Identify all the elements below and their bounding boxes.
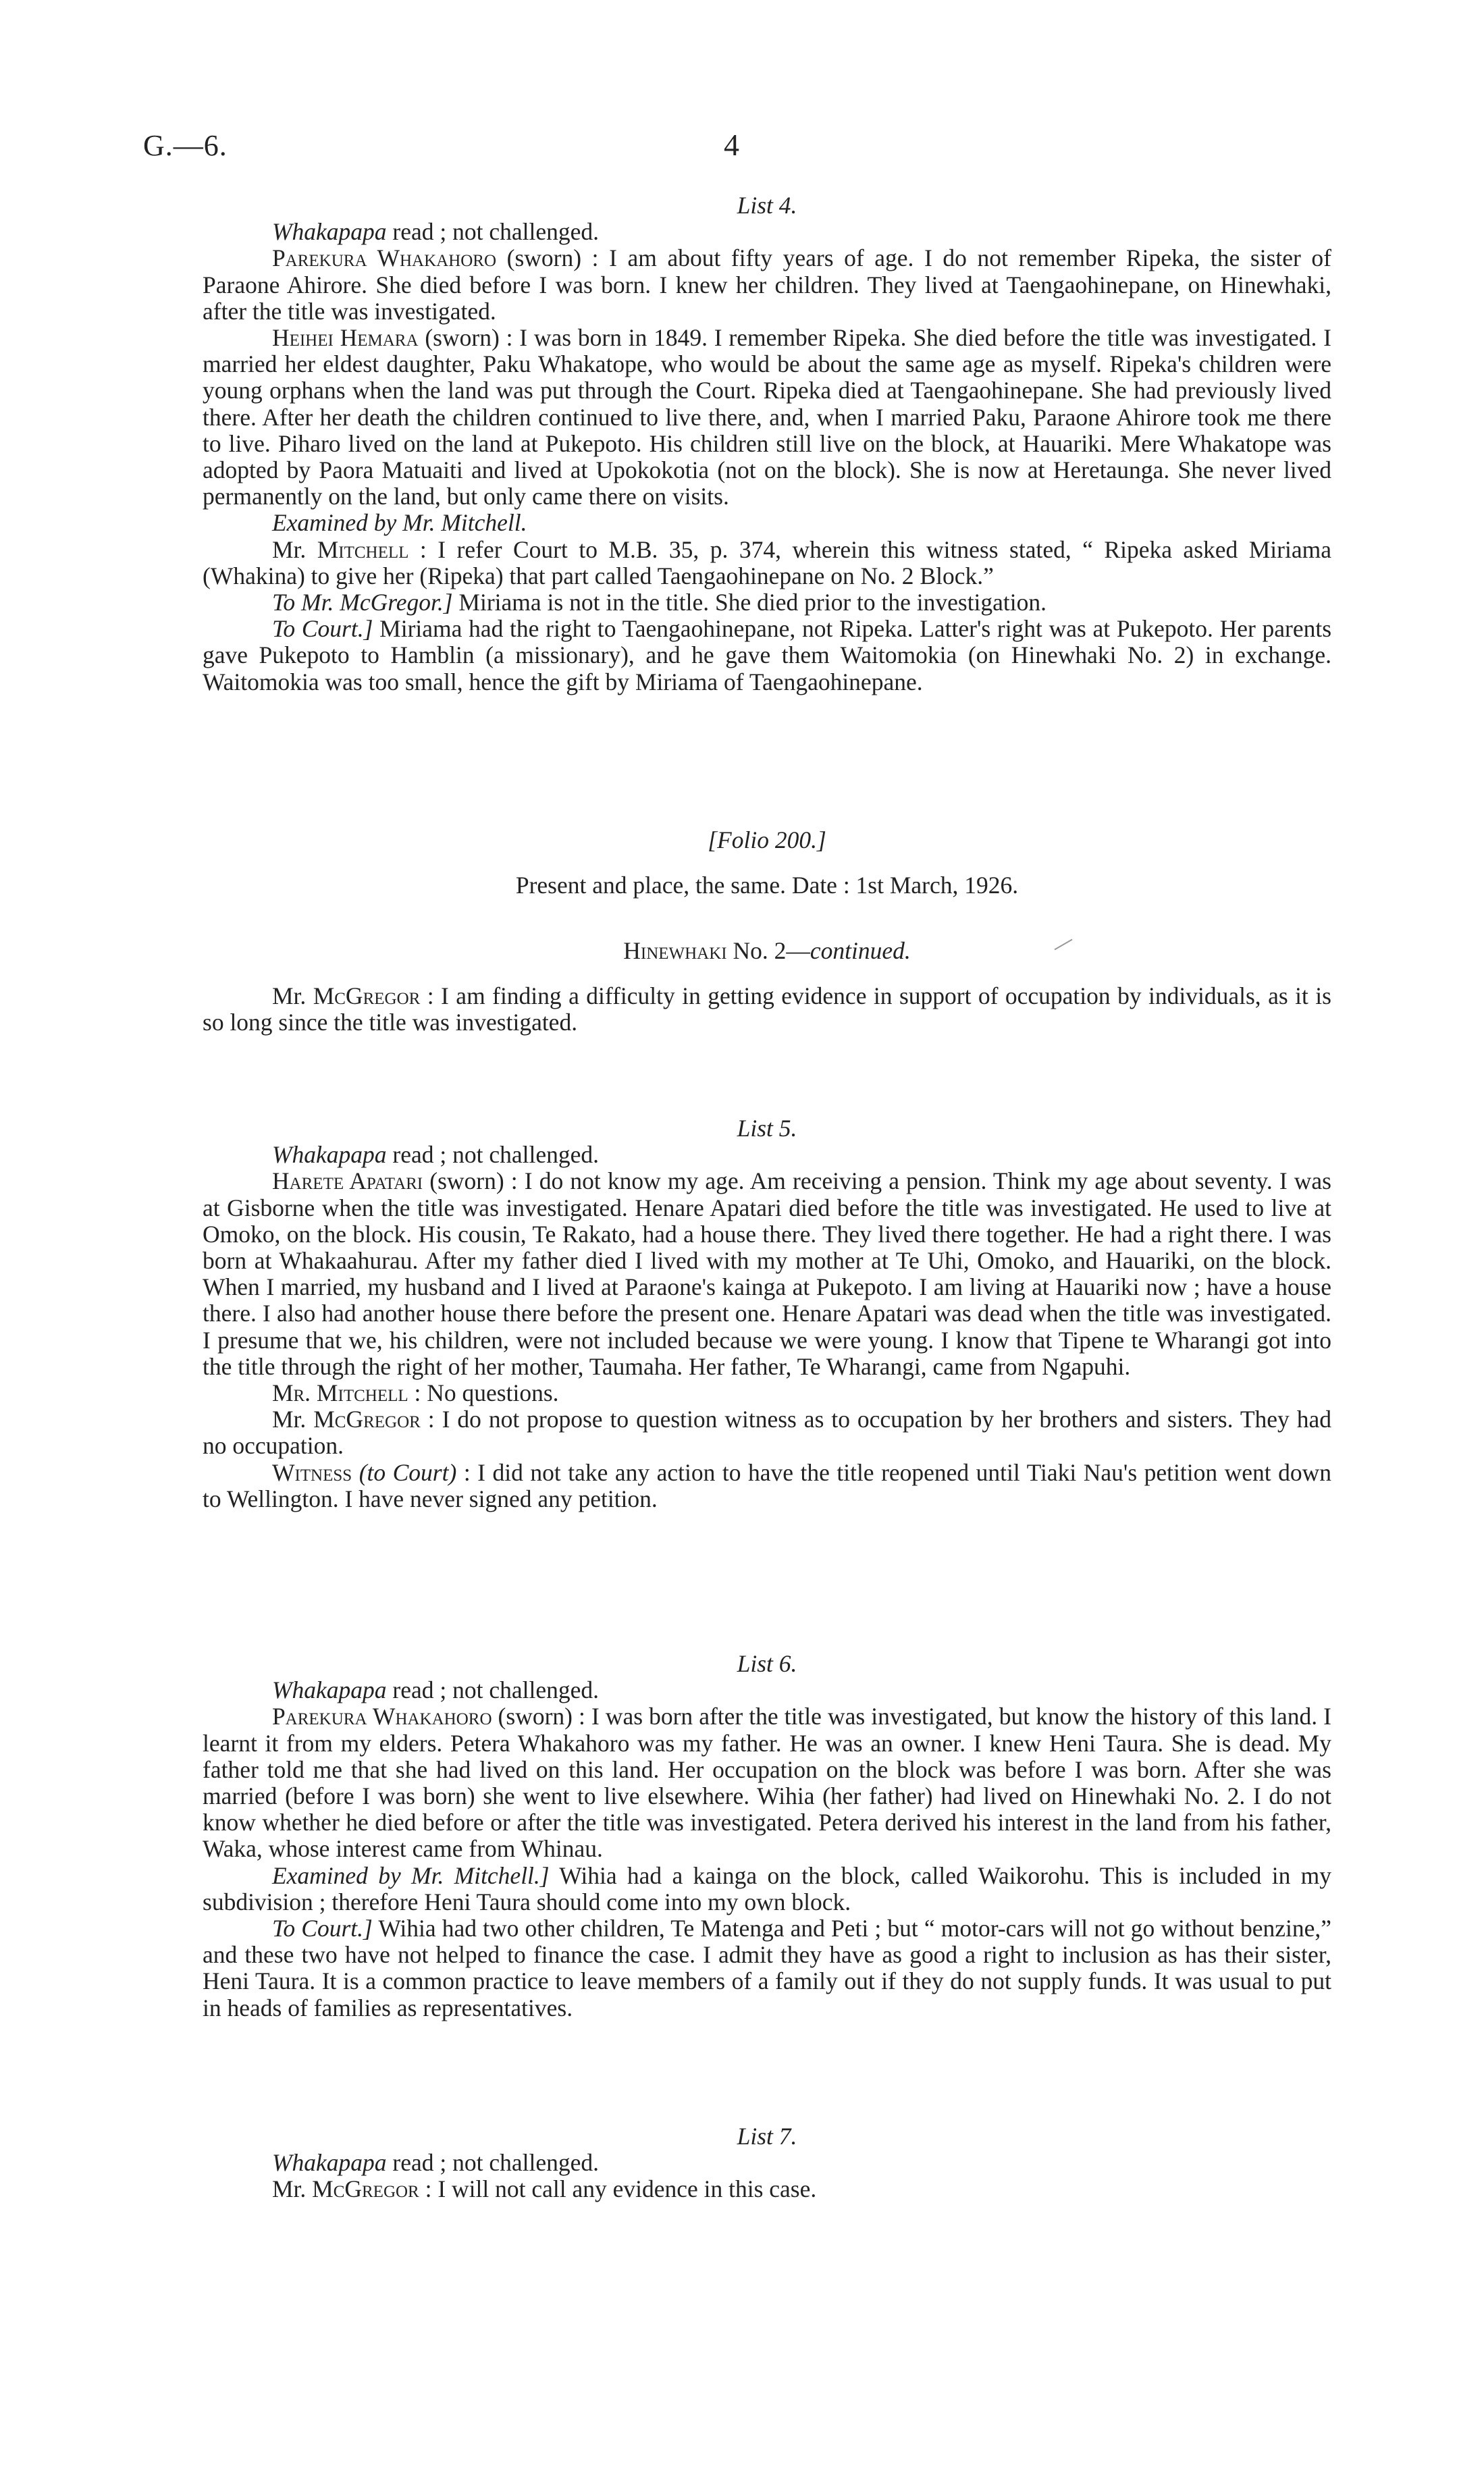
statement-text: : I will not call any evidence in this case. bbox=[419, 2175, 817, 2203]
statement-text: Miriama had the right to Taengaohinepane, not Ripeka. Latter's right was at Pukepoto. Her parents gave Pukepoto to Hamblin (a missionary), and he gave them Waitomokia (on Hinewhaki No. 2) in exchange. Waitomokia was too small, hence the gift by Miriama of Taengaohinepane. bbox=[203, 615, 1332, 695]
statement-text: : I do not propose to question witness as to occupation by her brothers and sisters. They had no occupation. bbox=[203, 1406, 1331, 1460]
list-5-title: List 5. bbox=[737, 1115, 797, 1142]
list-7-title: List 7. bbox=[737, 2123, 797, 2150]
list-5-witness bbox=[203, 1460, 1331, 1512]
whakapapa-note: read ; not challenged. bbox=[386, 1676, 599, 1704]
speaker-prefix: Mr. bbox=[271, 1406, 314, 1433]
list-5-section bbox=[203, 1115, 1331, 1512]
speaker-prefix: Mr. bbox=[271, 535, 317, 563]
list-4-to-court bbox=[203, 616, 1331, 695]
statement-text: Wihia had a kainga on the block, called Waikorohu. This is included in my subdivision ; therefore Heni Taura should come into my own block. bbox=[203, 1861, 1331, 1915]
examined-label: Examined by Mr. Mitchell. bbox=[271, 509, 527, 537]
list-6-examined bbox=[203, 1863, 1331, 1915]
whakapapa-note: read ; not challenged. bbox=[386, 218, 599, 246]
address-label: To Mr. McGregor.] bbox=[271, 589, 453, 616]
list-4-mitchell-statement bbox=[203, 537, 1331, 589]
list-4-testimony-parekura bbox=[203, 245, 1331, 325]
block-name: Hinewhaki bbox=[623, 937, 727, 965]
statement-text: : No questions. bbox=[408, 1379, 559, 1407]
speaker-name: McGregor bbox=[313, 1406, 421, 1433]
address-label: To Court.] bbox=[271, 615, 373, 643]
speaker-prefix: Mr. bbox=[271, 2175, 313, 2203]
list-7-section bbox=[203, 2123, 1331, 2203]
whakapapa-term: Whakapapa bbox=[271, 2149, 387, 2177]
whakapapa-term: Whakapapa bbox=[271, 1141, 387, 1169]
folio-section bbox=[203, 827, 1331, 1036]
witness-name: Parekura Whakahoro bbox=[271, 1703, 492, 1730]
whakapapa-note: read ; not challenged. bbox=[386, 1141, 599, 1169]
block-number: No. 2— bbox=[726, 937, 810, 965]
witness-name: Heihei Hemara bbox=[271, 324, 419, 352]
statement-text: Wihia had two other children, Te Matenga and Peti ; but “ motor-cars will not go without benzine,” and these two have not helped to finance the case. I admit they have as good a right to inclusion as has their sister, Heni Taura. It is a common practice to leave members of a family out if they do not supply funds. It was usual to put in heads of families as representatives. bbox=[203, 1915, 1331, 2021]
testimony-text: (sworn) : I was born in 1849. I remember Ripeka. She died before the title was investigated. I married her eldest daughter, Paku Whakatope, who would be about the same age as myself. Ripeka's children were young orphans when the land was put through the Court. Ripeka died at Taengaohinepane. She had previously lived there. After her death the children continued to live there, and, when I married Paku, Paraone Ahirore took me there to live. Piharo lived on the land at Pukepoto. His children still live on the block, at Hauariki. Mere Whakatope was adopted by Paora Matuaiti and lived at Upokokotia (not on the block). She is now at Heretaunga. She never lived permanently on the land, but only came there on visits. bbox=[203, 324, 1331, 510]
list-5-mitchell bbox=[203, 1380, 1331, 1406]
statement-text: Miriama is not in the title. She died prior to the investigation. bbox=[452, 589, 1047, 616]
list-5-testimony-harete bbox=[203, 1168, 1331, 1380]
list-4-whakapapa bbox=[203, 219, 1331, 245]
list-6-to-court bbox=[203, 1915, 1331, 2021]
speaker-name: Mitchell bbox=[317, 535, 409, 563]
address-label: To Court.] bbox=[271, 1915, 373, 1942]
document-code: G.—6. bbox=[143, 129, 228, 162]
speaker-prefix: Mr. bbox=[271, 982, 313, 1009]
list-4-section bbox=[203, 192, 1331, 695]
speaker-name: Witness bbox=[271, 1458, 352, 1486]
testimony-text: (sworn) : I am about fifty years of age. I do not remember Ripeka, the sister of Paraone Ahirore. She died before I was born. I knew her children. They lived at Taengaohinepane, on Hinewhaki, after the title was investigated. bbox=[203, 244, 1331, 325]
speaker-name: Mr. Mitchell bbox=[271, 1379, 408, 1407]
list-4-to-mcgregor bbox=[203, 589, 1331, 616]
block-continued: continued. bbox=[810, 937, 911, 965]
list-4-testimony-heihei bbox=[203, 325, 1331, 510]
address-label: (to Court) bbox=[352, 1458, 457, 1486]
whakapapa-note: read ; not challenged. bbox=[386, 2149, 599, 2177]
statement-text: : I am finding a difficulty in getting evidence in support of occupation by individuals, as it is so long since the title was investigated. bbox=[203, 982, 1331, 1036]
list-6-testimony-parekura bbox=[203, 1703, 1331, 1862]
folio-label: [Folio 200.] bbox=[708, 826, 826, 853]
list-6-whakapapa bbox=[203, 1677, 1331, 1703]
statement-text: : I refer Court to M.B. 35, p. 374, wherein this witness stated, “ Ripeka asked Miriama (Whakina) to give her (Ripeka) that part called Taengaohinepane on No. 2 Block.” bbox=[203, 535, 1331, 589]
testimony-text: (sworn) : I do not know my age. Am receiving a pension. Think my age about seventy. I was at Gisborne when the title was investigated. Henare Apatari died before the title was investigated. He used to live at Omoko, on the block. His cousin, Te Rakato, had a house there. They lived there together. He had a right there. I was born at Whakaahurau. After my father died I lived with my mother at Te Uhi, Omoko, and Hauariki, on the block. When I married, my husband and I lived at Paraone's kainga at Pukepoto. I am living at Hauariki now ; have a house there. I also had another house there before the present one. Henare Apatari was dead when the title was investigated. I presume that we, his children, were not included because we were young. I know that Tipene te Wharangi got into the title through the right of her mother, Taumaha. Her father, Te Wharangi, came from Ngapuhi. bbox=[203, 1167, 1331, 1380]
testimony-text: (sworn) : I was born after the title was investigated, but know the history of this land. I learnt it from my elders. Petera Whakahoro was my father. He was an owner. I knew Heni Taura. She is dead. My father told me that she had lived on this land. Her occupation on the block was before I was born. After she was married (before I was born) she went to live elsewhere. Wihia (her father) had lived on Hinewhaki No. 2. I do not know whether he died before or after the title was investigated. Petera derived his interest in the land from his father, Waka, whose interest came from Whinau. bbox=[203, 1703, 1331, 1863]
witness-name: Harete Apatari bbox=[271, 1167, 423, 1195]
speaker-name: McGregor bbox=[312, 2175, 419, 2203]
list-7-whakapapa bbox=[203, 2150, 1331, 2176]
list-4-examined-note bbox=[203, 510, 1331, 536]
address-label: Examined by Mr. Mitchell.] bbox=[271, 1861, 550, 1889]
list-6-title: List 6. bbox=[737, 1650, 797, 1677]
list-7-mcgregor bbox=[203, 2176, 1331, 2202]
block-heading bbox=[203, 938, 1331, 964]
page-number: 4 bbox=[724, 128, 739, 162]
list-5-mcgregor bbox=[203, 1406, 1331, 1459]
list-6-section bbox=[203, 1651, 1331, 2021]
statement-text: : I did not take any action to have the title reopened until Tiaki Nau's petition went down to Wellington. I have never signed any petition. bbox=[203, 1458, 1331, 1512]
speaker-name: McGregor bbox=[313, 982, 421, 1009]
list-5-whakapapa bbox=[203, 1142, 1331, 1168]
present-and-date: Present and place, the same. Date : 1st March, 1926. bbox=[515, 872, 1019, 899]
list-4-title: List 4. bbox=[737, 192, 797, 219]
whakapapa-term: Whakapapa bbox=[271, 1676, 387, 1704]
witness-name: Parekura Whakahoro bbox=[271, 244, 497, 272]
whakapapa-term: Whakapapa bbox=[271, 218, 387, 246]
mcgregor-statement bbox=[203, 983, 1331, 1036]
